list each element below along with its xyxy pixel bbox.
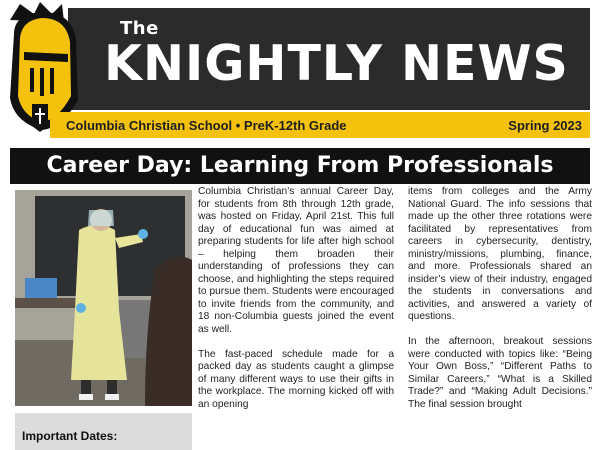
issue-season: Spring 2023 <box>508 118 582 133</box>
masthead-title: KNIGHTLY NEWS <box>104 35 569 92</box>
article-column-2 <box>408 186 592 411</box>
masthead <box>0 0 600 140</box>
important-dates-title: Important Dates: <box>22 429 118 443</box>
masthead-the: The <box>120 18 159 39</box>
article-photo <box>15 190 192 406</box>
article-headline: Career Day: Learning From Professionals <box>46 153 554 178</box>
school-name: Columbia Christian School • PreK-12th Grade <box>66 118 347 133</box>
article-column-1 <box>198 186 394 411</box>
article-paragraph: Columbia Christian’s annual Career Day, for students from 8th through 12th grade, was hosted on Friday, April 21st. This full day of educational fun was aimed at preparing students for life after high school – helping them broaden their understanding of professions they can choose, and highlighting the steps required to pursue them. Students were encouraged to invite friends from the community, and 18 non-Columbia guests joined the event as well. <box>198 186 394 335</box>
article-paragraph: In the afternoon, breakout sessions were conducted with topics like: “Being Your Own Boss,” “Different Paths to Similar Careers,” “What is a Skilled Trade?” and “Making Adult Decisions.” The final session brought <box>408 336 592 410</box>
article-paragraph: items from colleges and the Army National Guard. The info sessions that made up the other three rotations were facilitated by representatives from careers in cybersecurity, dentistry, ministry/missions, plumbing, finance, and more. Professionals shared an insider’s view of their industry, engaged the students in conversations and activities, and answered a variety of questions. <box>408 186 592 322</box>
article-paragraph: The fast-paced schedule made for a packed day as students caught a glimpse of many different ways to use their gifts in the workplace. The morning kicked off with an opening <box>198 348 394 410</box>
